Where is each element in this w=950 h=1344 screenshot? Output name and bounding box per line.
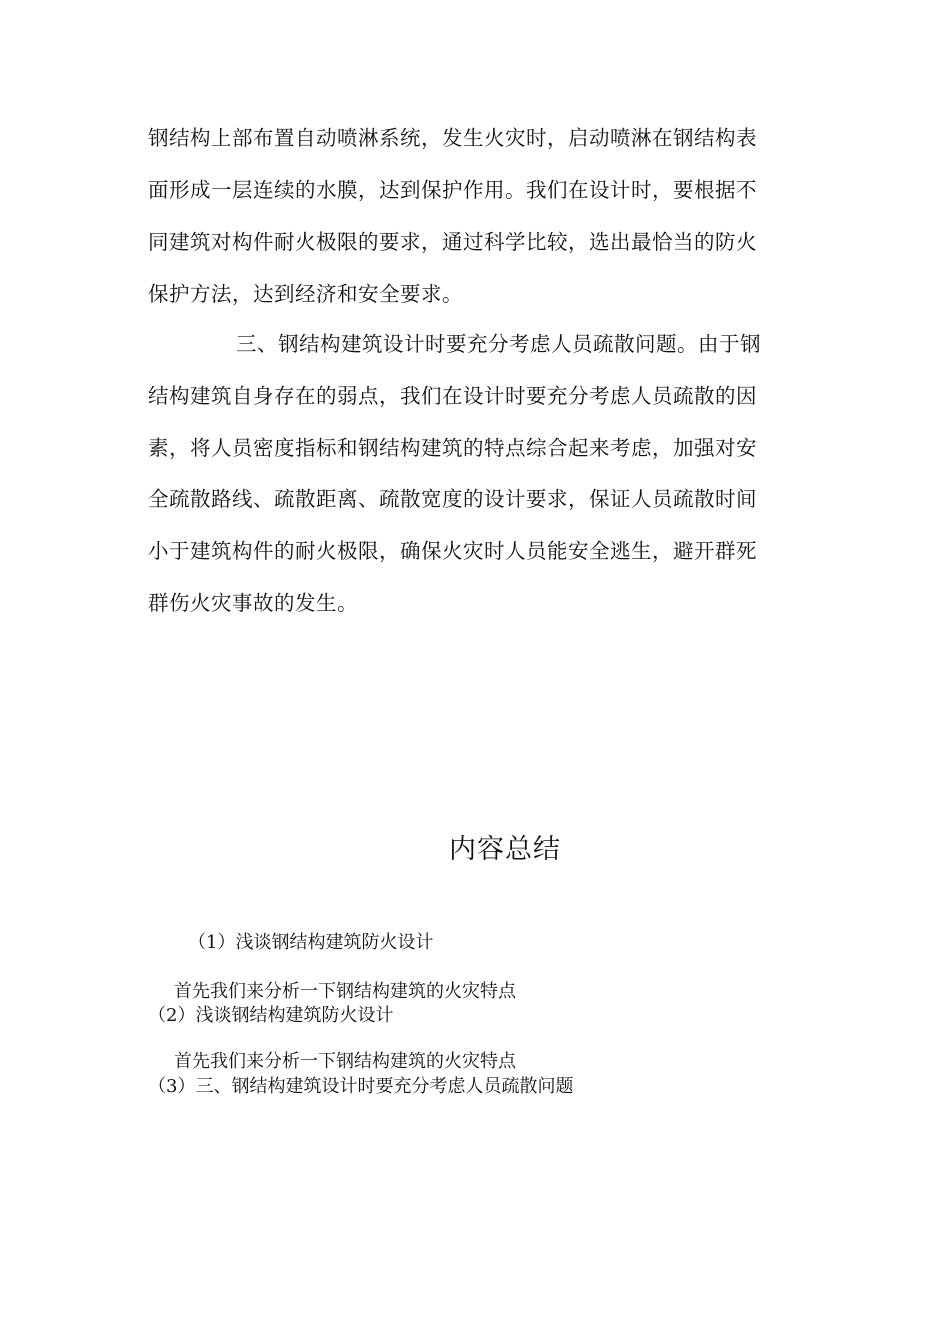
paragraph-line: 面形成一层连续的水膜，达到保护作用。我们在设计时，要根据不 xyxy=(148,178,757,202)
summary-item-heading: （3）三、钢结构建筑设计时要充分考虑人员疏散问题 xyxy=(148,1076,574,1097)
paragraph-line: 保护方法，达到经济和安全要求。 xyxy=(148,282,463,306)
paragraph-line: 素，将人员密度指标和钢结构建筑的特点综合起来考虑，加强对安 xyxy=(148,436,757,460)
summary-title: 内容总结 xyxy=(449,834,561,865)
paragraph-line: 群伤火灾事故的发生。 xyxy=(148,591,358,615)
paragraph-line: 结构建筑自身存在的弱点，我们在设计时要充分考虑人员疏散的因 xyxy=(148,384,757,408)
summary-item-heading: （2）浅谈钢结构建筑防火设计 xyxy=(148,1005,394,1026)
summary-item-heading: （1）浅谈钢结构建筑防火设计 xyxy=(188,932,434,953)
paragraph-line: 同建筑对构件耐火极限的要求，通过科学比较，选出最恰当的防火 xyxy=(148,230,757,254)
paragraph-line: 小于建筑构件的耐火极限，确保火灾时人员能安全逃生，避开群死 xyxy=(148,539,757,563)
paragraph-line: 三、钢结构建筑设计时要充分考虑人员疏散问题。由于钢 xyxy=(236,332,761,356)
paragraph-line: 全疏散路线、疏散距离、疏散宽度的设计要求，保证人员疏散时间 xyxy=(148,487,757,511)
summary-item-text: 首先我们来分析一下钢结构建筑的火灾特点 xyxy=(174,1051,516,1072)
summary-item-text: 首先我们来分析一下钢结构建筑的火灾特点 xyxy=(174,981,516,1002)
paragraph-line: 钢结构上部布置自动喷淋系统，发生火灾时，启动喷淋在钢结构表 xyxy=(148,126,757,150)
